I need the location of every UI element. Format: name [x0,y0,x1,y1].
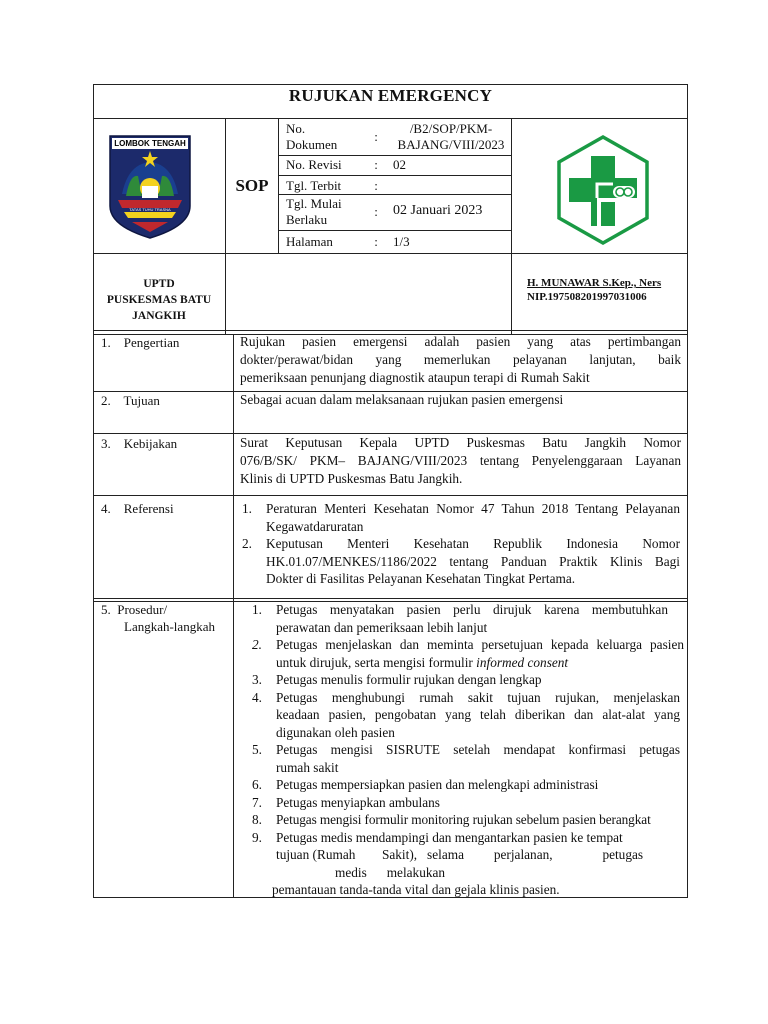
tgl-mulai-label-line: Tgl. Mulai [286,196,342,211]
prosedur-list [252,601,683,896]
kebijakan-line: Surat Keputusan Kepala UPTD Puskesmas Batu Jangkih Nomor [240,435,681,450]
shield-emblem-icon [108,134,192,240]
divider [93,253,688,254]
colon: : [374,178,378,193]
list-item-text: Dokter di Fasilitas Pelayanan Kesehatan Tingkat Pertama. [266,571,576,586]
list-item-text-part: untuk dirujuk, serta mengisi formulir [276,654,477,670]
signatory-name: H. MUNAWAR S.Kep., Ners [527,277,662,289]
sop-label: SOP [235,176,269,195]
organization-name-line: UPTD [143,278,175,290]
no-dokumen-value [392,121,510,153]
list-item-number: 8. [252,812,262,827]
list-item-text: keadaan pasien, pengobatan yang telah diberikan dan alat-alat yang [276,707,680,722]
pengertian-line: dokter/perawat/bidan yang memerlukan pelayanan lanjutan, baik [240,352,681,367]
organization-name [93,276,225,324]
divider [278,155,511,156]
no-dokumen-label-line: No. [286,121,306,136]
list-item-text: Petugas menulis formulir rujukan dengan lengkap [276,672,542,687]
list-item-text: Petugas medis mendampingi dan mengantarkan pasien ke tempat [276,829,623,845]
no-dokumen-value-line: BAJANG/VIII/2023 [397,137,505,152]
colon: : [374,234,378,249]
referensi-list [242,500,682,596]
organization-name-line: PUSKESMAS BATU [106,294,212,306]
divider [93,330,688,331]
no-dokumen-value-line: /B2/SOP/PKM- [409,121,493,136]
list-item-number: 1. [252,602,262,617]
pengertian-line: Rujukan pasien emergensi adalah pasien yang atas pertimbangan [240,334,681,349]
halaman-value: 1/3 [393,234,410,249]
list-item-number: 5. [252,742,262,757]
section-label-prosedur-sub: Langkah-langkah [124,619,215,634]
section-label-referensi: 4. Referensi [101,501,174,516]
no-revisi-label: No. Revisi [286,157,342,172]
list-item-number: 6. [252,777,262,792]
tgl-mulai-label-line: Berlaku [286,212,328,227]
lombok-tengah-logo [108,134,192,240]
colon: : [374,129,378,144]
list-item-number: 4. [252,689,262,705]
list-item-text: HK.01.07/MENKES/1186/2022 tentang Panduan Praktik Klinis Bagi [266,553,680,569]
list-item-number: 2. [252,637,262,652]
list-item-text: Petugas menjelaskan dan meminta persetujuan kepada keluarga pasien [276,637,684,652]
section-label-prosedur: 5. Prosedur/ [101,602,168,617]
divider [278,194,511,195]
list-item-text: pemantauan tanda-tanda vital dan gejala klinis pasien. [272,882,560,897]
list-item-text: Petugas menghubungi rumah sakit tujuan rujukan, menjelaskan [276,689,680,705]
logo-motto: TATAS TUHU TRASNA [129,207,171,212]
tgl-terbit-label: Tgl. Terbit [286,178,342,193]
divider [225,118,226,334]
divider [93,598,688,599]
pengertian-line: pemeriksaan penunjang diagnostik ataupun terapi di Rumah Sakit [240,370,590,385]
list-item-text-italic: informed consent [476,654,569,670]
list-item-number: 1. [242,501,252,516]
no-dokumen-label-line: Dokumen [286,137,338,152]
signatory-nip: NIP.197508201997031006 [527,291,647,303]
kebijakan-line: Klinis di UPTD Puskesmas Batu Jangkih. [240,471,463,486]
list-item-text: tujuan (Rumah Sakit), selama perjalanan, petugas [276,847,644,862]
list-item-text: Peraturan Menteri Kesehatan Nomor 47 Tahun 2018 Tentang Pelayanan [266,501,680,516]
divider [511,118,512,334]
list-item-text: digunakan oleh pasien [276,724,395,740]
halaman-label: Halaman [286,234,333,249]
section-label-kebijakan: 3. Kebijakan [101,436,178,451]
organization-name-line: JANGKIH [132,310,186,322]
list-item-text: Petugas menyatakan pasien perlu dirujuk karena membutuhkan [276,602,668,617]
list-item-text: Petugas mengisi SISRUTE setelah mendapat konfirmasi petugas [276,742,680,757]
divider [278,230,511,231]
section-label-pengertian: 1. Pengertian [101,335,180,350]
list-item [242,500,682,535]
list-item [242,535,682,588]
list-item-number: 9. [252,829,262,845]
list-item-number: 7. [252,794,262,810]
no-dokumen-label [286,121,337,153]
divider [278,175,511,176]
list-item-number: 3. [252,672,262,687]
divider [93,495,688,496]
list-item-text: Petugas mempersiapkan pasien dan melengkapi administrasi [276,777,599,792]
list-item-text: Petugas menyiapkan ambulans [276,794,440,810]
document-title: RUJUKAN EMERGENCY [288,86,493,105]
logo-caption: LOMBOK TENGAH [114,139,186,148]
colon: : [374,157,378,172]
section-label-tujuan: 2. Tujuan [101,393,160,408]
list-item-text [276,654,684,672]
tujuan-text: Sebagai acuan dalam melaksanaan rujukan pasien emergensi [240,392,564,407]
divider [93,118,688,119]
puskesmas-logo [555,134,651,246]
list-item-text: perawatan dan pemeriksaan lebih lanjut [276,619,488,635]
divider [233,334,234,898]
list-item-number: 2. [242,536,252,551]
list-item-text: Keputusan Menteri Kesehatan Republik Indonesia Nomor [266,536,680,551]
list-item-text: medis melakukan [335,864,446,880]
no-revisi-value: 02 [393,157,406,172]
list-item-text: rumah sakit [276,759,339,775]
tgl-mulai-label [286,196,342,228]
tgl-mulai-value: 02 Januari 2023 [393,203,483,218]
divider [278,118,279,253]
list-item-text: Petugas mengisi formulir monitoring rujukan sebelum pasien berangkat [276,812,651,827]
green-cross-hexagon-icon [555,134,651,246]
colon: : [374,204,378,219]
list-item-text: Kegawatdaruratan [266,518,364,534]
kebijakan-line: 076/B/SK/ PKM– BAJANG/VIII/2023 tentang Penyelenggaraan Layanan [240,453,681,468]
